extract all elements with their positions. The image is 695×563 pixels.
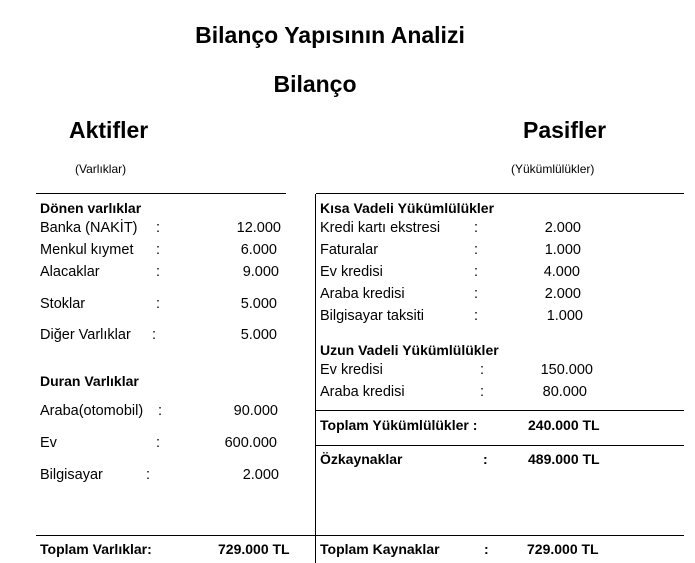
total-liabilities-value: 240.000 TL: [528, 417, 600, 433]
liabilities-mid-divider: [316, 410, 684, 411]
asset-label: Ev: [40, 435, 57, 451]
asset-label: Araba(otomobil): [40, 403, 144, 419]
asset-sep: :: [158, 403, 163, 419]
total-liabilities-label: Toplam Yükümlülükler :: [320, 417, 478, 433]
asset-value: 90.000: [233, 403, 278, 419]
assets-heading: Aktifler: [69, 117, 149, 143]
assets-top-divider: [36, 193, 286, 194]
fixed-assets-title: Duran Varlıklar: [40, 373, 139, 389]
asset-value: 12.000: [236, 220, 281, 236]
liabilities-note: (Yükümlülükler): [511, 162, 595, 176]
liability-value: 4.000: [543, 264, 580, 280]
asset-sep: :: [156, 435, 161, 451]
center-divider: [315, 194, 316, 563]
liability-value: 1.000: [546, 308, 583, 324]
liability-label: Ev kredisi: [320, 362, 383, 378]
liability-sep: :: [474, 264, 479, 280]
asset-sep: :: [156, 264, 161, 280]
liability-label: Araba kredisi: [320, 384, 405, 400]
liability-value: 2.000: [544, 286, 581, 302]
asset-label: Bilgisayar: [40, 467, 103, 483]
page-title: Bilanço Yapısının Analizi: [195, 22, 465, 48]
equity-sep: :: [483, 451, 488, 467]
total-assets-value: 729.000 TL: [218, 541, 290, 557]
liability-value: 150.000: [540, 362, 593, 378]
liabilities-equity-divider: [316, 445, 684, 446]
total-sources-value: 729.000 TL: [527, 541, 599, 557]
asset-label: Alacaklar: [40, 264, 100, 280]
liability-label: Araba kredisi: [320, 286, 405, 302]
asset-value: 6.000: [240, 242, 277, 258]
asset-value: 5.000: [240, 296, 277, 312]
liability-value: 2.000: [544, 220, 581, 236]
equity-value: 489.000 TL: [528, 451, 600, 467]
asset-value: 5.000: [240, 327, 277, 343]
assets-note: (Varlıklar): [75, 162, 127, 176]
asset-value: 9.000: [242, 264, 279, 280]
liabilities-top-divider: [316, 193, 684, 194]
short-term-title: Kısa Vadeli Yükümlülükler: [320, 200, 495, 216]
liability-sep: :: [474, 308, 479, 324]
asset-sep: :: [146, 467, 151, 483]
liability-sep: :: [480, 384, 485, 400]
total-sources-label: Toplam Kaynaklar: [320, 541, 440, 557]
asset-sep: :: [156, 242, 161, 258]
asset-label: Menkul kıymet: [40, 242, 134, 258]
liability-label: Kredi kartı ekstresi: [320, 220, 441, 236]
asset-label: Diğer Varlıklar: [40, 327, 131, 343]
asset-sep: :: [152, 327, 157, 343]
page-subtitle: Bilanço: [273, 71, 357, 97]
current-assets-title: Dönen varlıklar: [40, 200, 142, 216]
total-sources-sep: :: [484, 541, 489, 557]
liabilities-heading: Pasifler: [523, 117, 607, 143]
asset-label: Stoklar: [40, 296, 86, 312]
asset-sep: :: [156, 220, 161, 236]
liability-sep: :: [474, 286, 479, 302]
liability-value: 80.000: [542, 384, 587, 400]
liability-sep: :: [480, 362, 485, 378]
asset-value: 2.000: [242, 467, 279, 483]
total-assets-label: Toplam Varlıklar:: [40, 541, 152, 557]
equity-label: Özkaynaklar: [320, 451, 403, 467]
long-term-title: Uzun Vadeli Yükümlülükler: [320, 342, 499, 358]
asset-sep: :: [156, 296, 161, 312]
totals-divider: [36, 535, 684, 536]
liability-sep: :: [474, 242, 479, 258]
asset-value: 600.000: [224, 435, 277, 451]
liability-label: Bilgisayar taksiti: [320, 308, 424, 324]
liability-label: Faturalar: [320, 242, 379, 258]
liability-value: 1.000: [544, 242, 581, 258]
asset-label: Banka (NAKİT): [40, 220, 138, 236]
liability-sep: :: [474, 220, 479, 236]
liability-label: Ev kredisi: [320, 264, 383, 280]
